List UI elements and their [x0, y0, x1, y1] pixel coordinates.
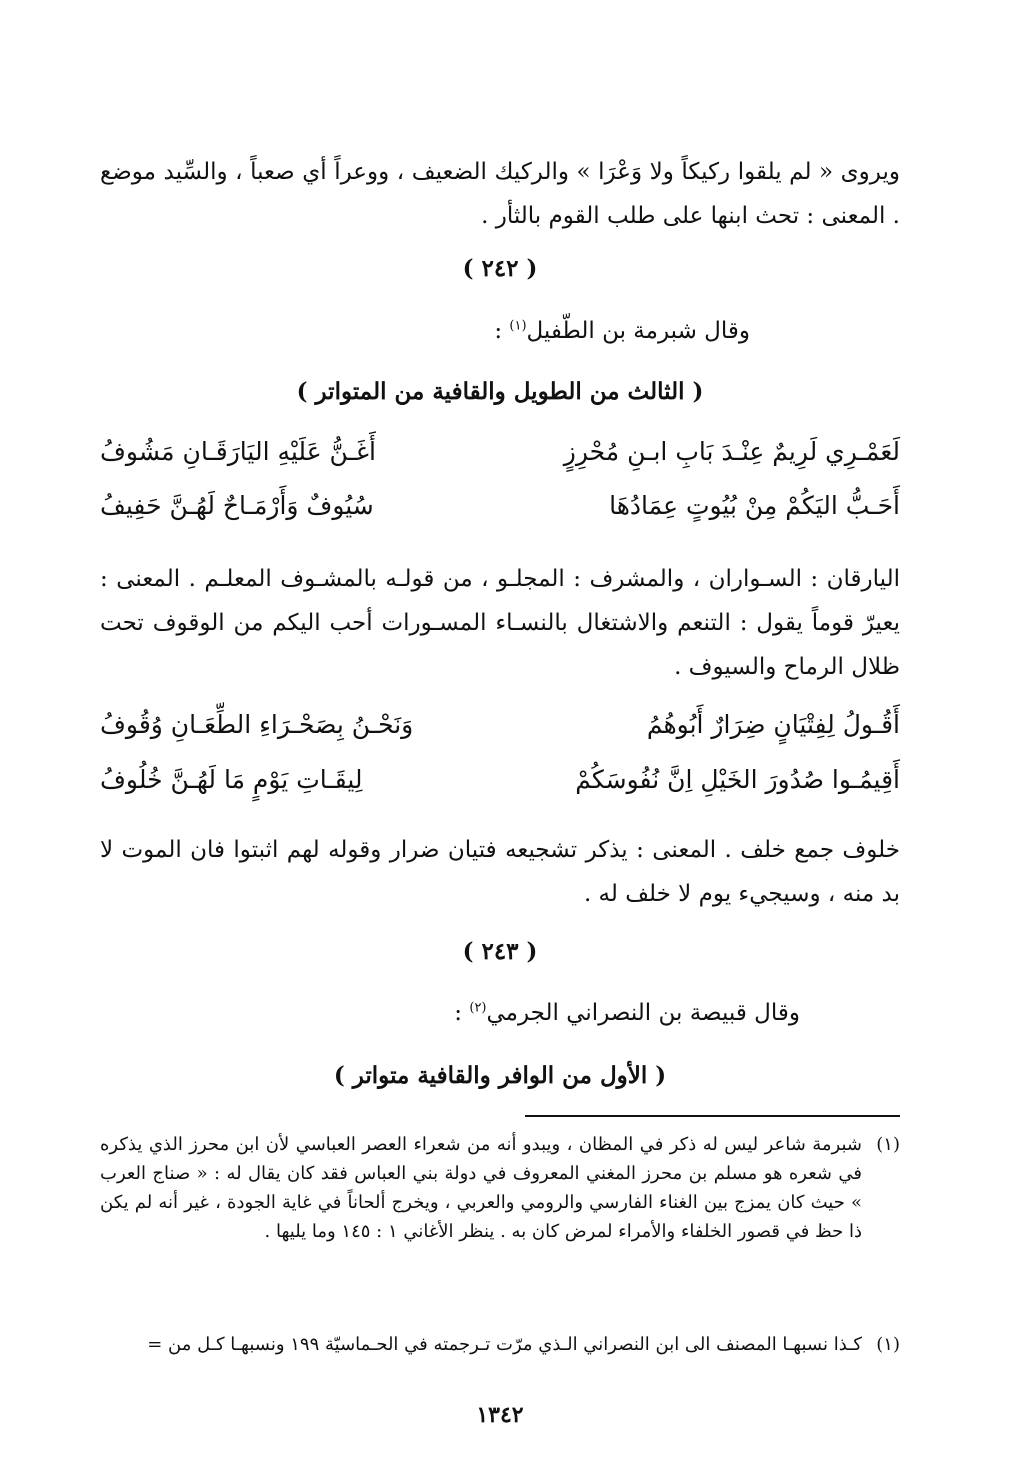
footnote-ref[interactable]: (٢) [469, 1000, 487, 1016]
first-hemistich: لَعَمْـرِي لَرِيمٌ عِنْـدَ بَابِ ابـنِ مُحْرِزٍ [563, 437, 900, 466]
footnote-divider [525, 1115, 900, 1117]
meter-heading-243: ( الأول من الوافر والقافية متواتر ) [333, 1062, 667, 1089]
verse-line [100, 710, 900, 754]
first-hemistich: أَقِيمُـوا صُدُورَ الخَيْلِ اِنَّ نُفُوسَكُمْ [575, 765, 900, 794]
meter-heading-242: ( الثالث من الطويل والقافية من المتواتر ) [296, 378, 704, 405]
second-hemistich: أَغَـنُّ عَلَيْهِ اليَارَقَـانِ مَشُوفُ [100, 437, 376, 466]
footnote-number: (١) [876, 1134, 900, 1155]
poem-intro-242 [494, 318, 750, 344]
second-hemistich: سُيُوفٌ وَأَرْمَـاحٌ لَهُـنَّ حَفِيفُ [100, 491, 374, 520]
second-hemistich: وَنَحْـنُ بِصَحْـرَاءِ الطِّعَـانِ وُقُوفُ [100, 710, 414, 739]
commentary-paragraph: اليارقان : السـواران ، والمشرف : المجلـو ، من قولـه بالمشـوف المعلـم . المعنى : يعيرّ قوماً يقول : التنعم والاشتغال بالنسـاء المسـورات أحب اليكم من الوقوف تحت ظلال الرماح والسيوف . [100, 566, 900, 680]
poem-intro-243 [454, 1000, 800, 1026]
poem-number-243: ( ٢٤٣ ) [462, 938, 538, 965]
colon: : [454, 1000, 463, 1026]
footnote-text: شبرمة شاعر ليس له ذكر في المظان ، ويبدو أنه من شعراء العصر العباسي لأن ابن محرز الذي يذكره في شعره هو مسلم بن محرز المغني المعروف في دولة بني العباس فقد كان يقال له : « صناج العرب » حيث كان يمزج بين الغناء الفارسي والرومي والعربي ، ويخرج ألحاناً في غاية الجودة ، غير أنه لم يكن ذا حظ في قصور الخلفاء والأمراء لمرض كان به . ينظر الأغاني ١ : ١٤٥ وما يليها . [100, 1134, 862, 1242]
poet-name: وقال شبرمة بن الطّفيل [526, 318, 750, 344]
first-hemistich: أَحَـبُّ اليَكُمْ مِنْ بُيُوتٍ عِمَادُهَا [609, 491, 900, 520]
top-paragraph: ويروى « لم يلقوا ركيكاً ولا وَعْرَا » والركيك الضعيف ، ووعراً أي صعباً ، والسِّيد موضع . المعنى : تحث ابنها على طلب القوم بالثأر . [100, 159, 900, 229]
verse-line [100, 765, 900, 809]
colon: : [494, 318, 503, 344]
commentary-paragraph: خلوف جمع خلف . المعنى : يذكر تشجيعه فتيان ضرار وقوله لهم اثبتوا فان الموت لا بد منه ، وسيجيء يوم لا خلف له . [100, 837, 900, 907]
page-number: ١٣٤٢ [476, 1402, 524, 1428]
first-hemistich: أَقُـولُ لِفِتْيَانٍ ضِرَارٌ أَبُوهُمُ [646, 710, 900, 739]
footnote-ref[interactable]: (١) [509, 318, 527, 334]
poem-number-242: ( ٢٤٢ ) [462, 255, 538, 282]
footnote-text: كـذا نسبهـا المصنف الى ابن النصراني الـذي مرّت تـرجمته في الحـماسيّة ١٩٩ ونسبهـا كـل من = [147, 1334, 862, 1355]
verse-line [100, 491, 900, 535]
footnote [100, 1130, 900, 1246]
poet-name: وقال قبيصة بن النصراني الجرمي [486, 1000, 800, 1026]
second-hemistich: لِيقَـاتِ يَوْمٍ مَا لَهُـنَّ خُلُوفُ [100, 765, 363, 794]
footnote [100, 1330, 900, 1359]
verse-line [100, 437, 900, 481]
footnote-number: (١) [876, 1334, 900, 1355]
document-page [100, 0, 900, 1477]
